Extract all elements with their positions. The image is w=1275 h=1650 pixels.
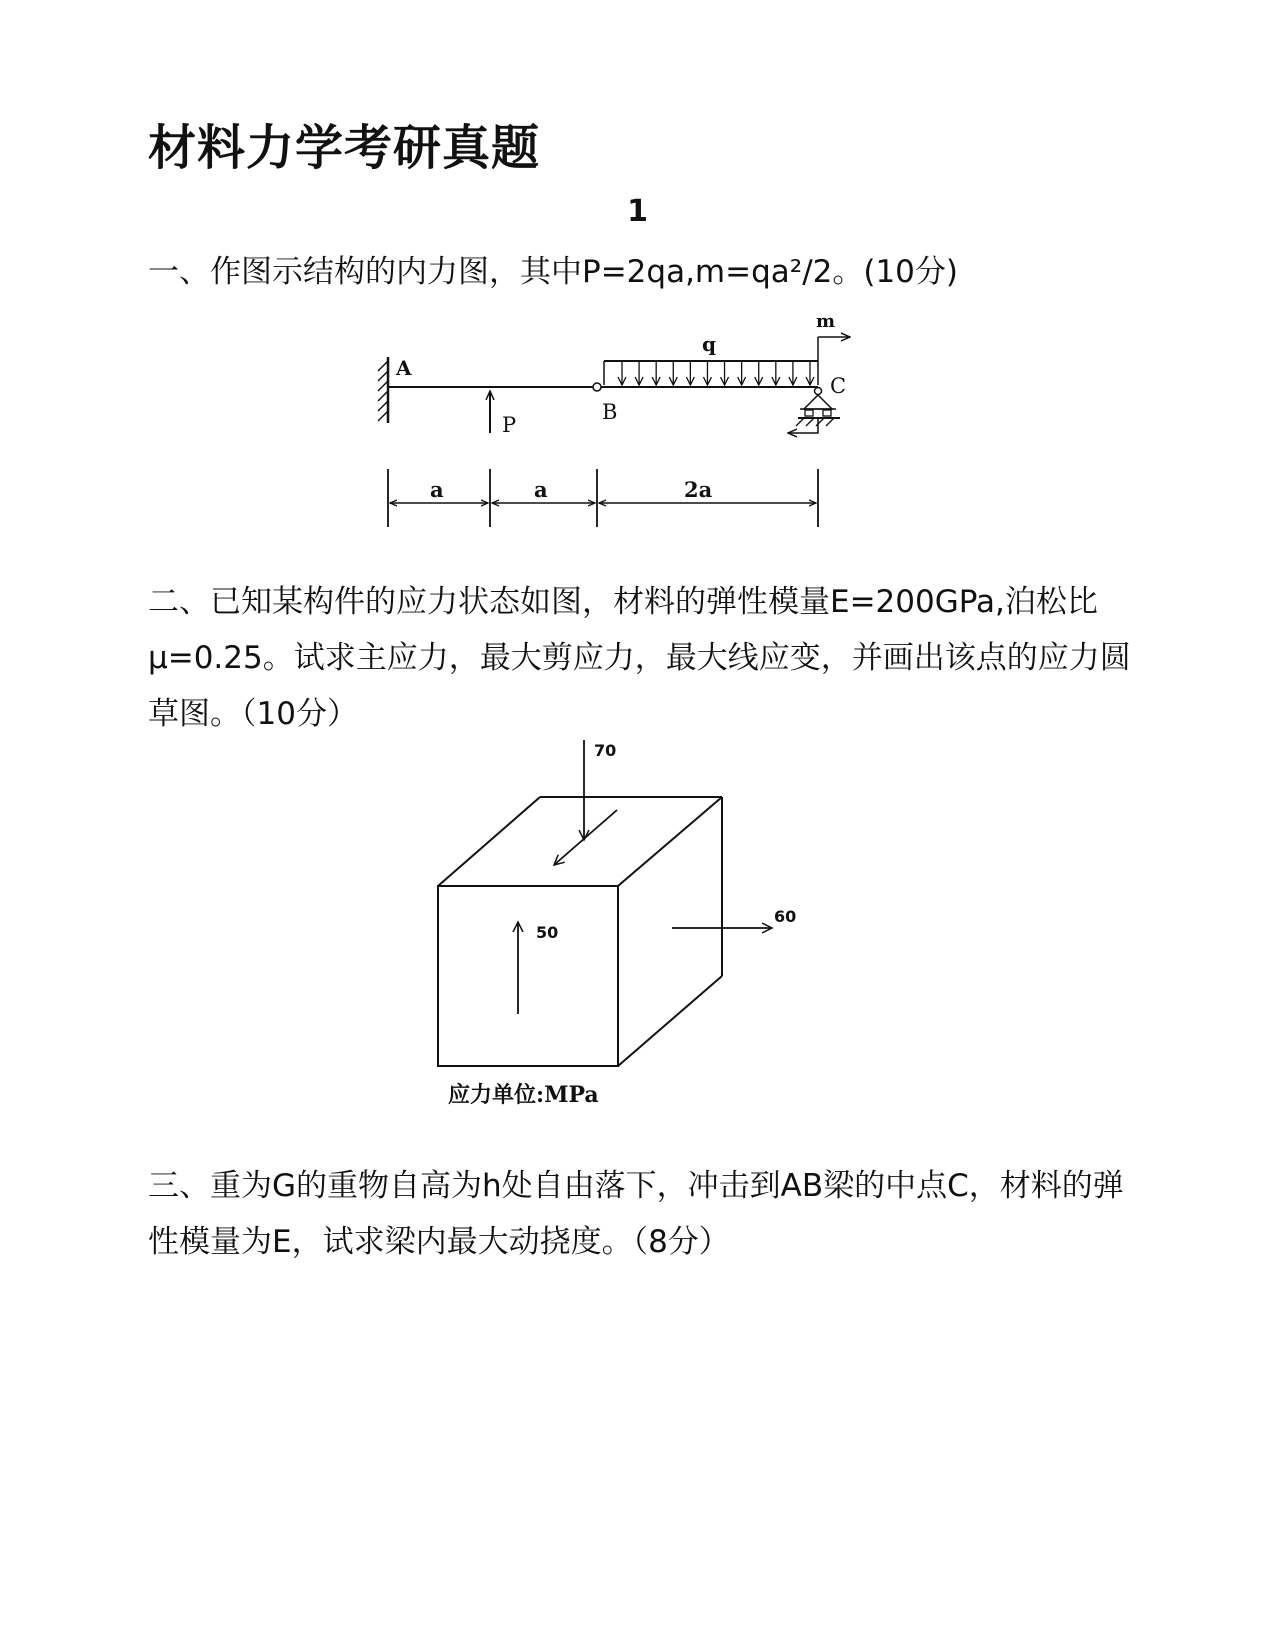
label-B: B <box>602 400 618 424</box>
dim-label-2: a <box>534 477 548 502</box>
stress-50-label: 50 <box>536 923 559 942</box>
label-P: P <box>502 413 517 437</box>
question-3: 三、重为G的重物自高为h处自由落下，冲击到AB梁的中点C，材料的弹性模量为E，试求梁内最大动挠度。（8分） <box>148 1168 1124 1260</box>
hinge-B <box>593 383 601 391</box>
dim-label-1: a <box>430 477 444 502</box>
beam-diagram <box>370 305 870 545</box>
dim-label-3: 2a <box>684 477 713 502</box>
label-q: q <box>702 332 716 356</box>
stress-element-diagram <box>420 730 840 1115</box>
label-A: A <box>396 356 412 380</box>
moment-m <box>818 337 850 361</box>
label-C: C <box>830 374 847 398</box>
page-title: 材料力学考研真题 <box>148 120 541 176</box>
dimension-lines <box>388 469 818 527</box>
label-m: m <box>816 311 836 332</box>
load-arrows <box>618 361 814 385</box>
cube <box>438 797 722 1066</box>
question-1: 一、作图示结构的内力图，其中P=2qa,m=qa²/2。(10分) <box>148 254 958 290</box>
stress-60-label: 60 <box>774 907 797 926</box>
shear-arrow-top <box>554 810 617 865</box>
fixed-support-A <box>378 357 388 423</box>
unit-caption: 应力单位:MPa <box>448 1082 599 1108</box>
distributed-load-q <box>604 361 818 385</box>
page-number: 1 <box>627 194 648 229</box>
stress-70-label: 70 <box>594 741 617 760</box>
question-2: 二、已知某构件的应力状态如图，材料的弹性模量E=200GPa,泊松比μ=0.25。试求主应力，最大剪应力，最大线应变，并画出该点的应力圆草图。（10分） <box>148 584 1131 732</box>
